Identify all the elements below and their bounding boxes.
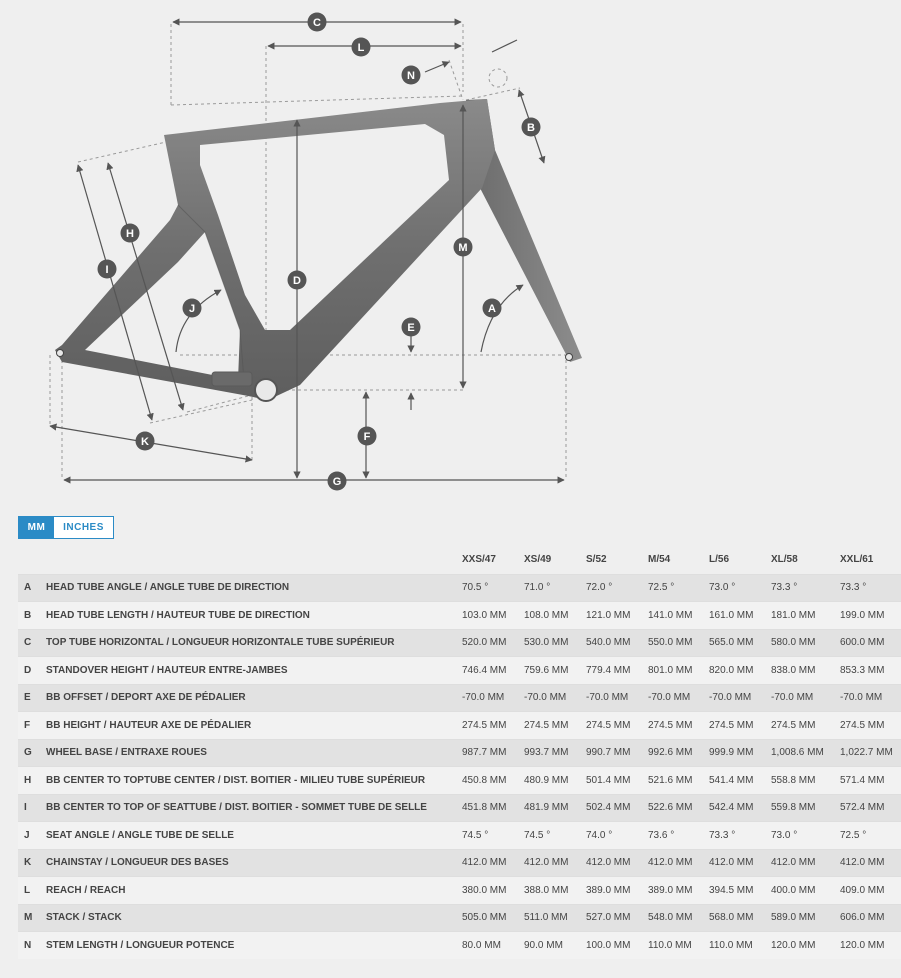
measurement-cell: 389.0 MM — [586, 884, 631, 896]
measurement-cell: 530.0 MM — [524, 637, 569, 649]
measurement-cell: 389.0 MM — [648, 884, 693, 896]
row-code: G — [24, 747, 32, 759]
measurement-cell: 70.5 ° — [462, 582, 489, 594]
measurement-cell: 100.0 MM — [586, 940, 631, 951]
size-column-header: S/52 — [586, 554, 607, 566]
table-row — [18, 767, 901, 795]
dimension-badge-f — [358, 427, 377, 446]
measurement-cell: 274.5 MM — [709, 719, 754, 731]
measurement-cell: 480.9 MM — [524, 774, 569, 786]
row-label: BB CENTER TO TOPTUBE CENTER / DIST. BOITIER - MILIEU TUBE SUPÉRIEUR — [46, 774, 426, 786]
svg-text:L: L — [357, 42, 365, 54]
measurement-cell: 400.0 MM — [771, 884, 816, 896]
measurement-cell: 73.3 ° — [840, 582, 867, 594]
dimension-badge-n — [402, 66, 421, 85]
table-row — [18, 684, 901, 712]
measurement-cell: 541.4 MM — [709, 774, 754, 786]
measurement-cell: 73.6 ° — [648, 829, 675, 841]
measurement-cell: 999.9 MM — [709, 747, 754, 759]
table-row — [18, 904, 901, 932]
unit-toggle — [18, 516, 114, 539]
table-row — [18, 739, 901, 767]
dimension-badge-l — [352, 38, 371, 57]
row-code: E — [24, 692, 31, 704]
measurement-cell: 606.0 MM — [840, 912, 885, 924]
measurement-cell: 380.0 MM — [462, 884, 507, 896]
dimension-lines — [50, 22, 564, 480]
measurement-cell: 600.0 MM — [840, 637, 885, 649]
measurement-cell: 1,008.6 MM — [771, 747, 824, 759]
measurement-cell: 542.4 MM — [709, 802, 754, 814]
measurement-cell: 161.0 MM — [709, 609, 754, 621]
svg-text:J: J — [188, 303, 196, 315]
table-row — [18, 822, 901, 850]
svg-text:N: N — [407, 70, 415, 82]
row-label: WHEEL BASE / ENTRAXE ROUES — [46, 747, 207, 759]
measurement-cell: 540.0 MM — [586, 637, 631, 649]
measurement-cell: 1,022.7 MM — [840, 747, 893, 759]
svg-text:K: K — [141, 436, 149, 448]
measurement-cell: 505.0 MM — [462, 912, 507, 924]
measurement-cell: 572.4 MM — [840, 802, 885, 814]
measurement-cell: 108.0 MM — [524, 609, 569, 621]
measurement-cell: 73.3 ° — [709, 829, 736, 841]
dimension-badge-a — [483, 299, 502, 318]
measurement-cell: 759.6 MM — [524, 664, 569, 676]
measurement-cell: 558.8 MM — [771, 774, 816, 786]
measurement-cell: 990.7 MM — [586, 747, 631, 759]
measurement-cell: 511.0 MM — [524, 912, 568, 924]
measurement-cell: 121.0 MM — [586, 609, 631, 621]
size-column-header: M/54 — [648, 554, 671, 566]
measurement-cell: -70.0 MM — [524, 692, 567, 704]
measurement-cell: 72.5 ° — [648, 582, 675, 594]
dimension-badge-d — [288, 271, 307, 290]
size-column-header: XS/49 — [524, 554, 552, 566]
row-label: STACK / STACK — [46, 912, 122, 924]
measurement-cell: -70.0 MM — [648, 692, 691, 704]
measurement-cell: -70.0 MM — [840, 692, 883, 704]
table-row — [18, 877, 901, 905]
measurement-cell: 412.0 MM — [840, 857, 885, 869]
measurement-cell: 274.5 MM — [648, 719, 693, 731]
measurement-cell: 412.0 MM — [709, 857, 754, 869]
measurement-cell: 74.0 ° — [586, 829, 613, 841]
inches-unit-button[interactable]: INCHES — [54, 517, 113, 538]
measurement-cell: 274.5 MM — [840, 719, 885, 731]
measurement-cell: 853.3 MM — [840, 664, 885, 676]
row-label: CHAINSTAY / LONGUEUR DES BASES — [46, 857, 229, 869]
measurement-cell: 502.4 MM — [586, 802, 631, 814]
row-label: SEAT ANGLE / ANGLE TUBE DE SELLE — [46, 829, 234, 841]
measurement-cell: 568.0 MM — [709, 912, 754, 924]
svg-text:G: G — [332, 476, 342, 488]
measurement-cell: 412.0 MM — [462, 857, 507, 869]
measurement-cell: 110.0 MM — [709, 940, 753, 951]
measurement-cell: 74.5 ° — [524, 829, 551, 841]
measurement-cell: 451.8 MM — [462, 802, 507, 814]
measurement-cell: 993.7 MM — [524, 747, 569, 759]
measurement-cell: 120.0 MM — [771, 940, 816, 951]
measurement-cell: 274.5 MM — [771, 719, 816, 731]
measurement-cell: 412.0 MM — [586, 857, 631, 869]
measurement-cell: 199.0 MM — [840, 609, 885, 621]
measurement-cell: 412.0 MM — [771, 857, 816, 869]
measurement-cell: 71.0 ° — [524, 582, 551, 594]
measurement-cell: -70.0 MM — [586, 692, 629, 704]
dimension-badge-k — [136, 432, 155, 451]
dimension-badge-g — [328, 472, 347, 491]
measurement-cell: 548.0 MM — [648, 912, 693, 924]
dimension-badge-e — [402, 318, 421, 337]
measurement-cell: 110.0 MM — [648, 940, 692, 951]
measurement-cell: 412.0 MM — [524, 857, 569, 869]
measurement-cell: -70.0 MM — [709, 692, 752, 704]
row-label: HEAD TUBE LENGTH / HAUTEUR TUBE DE DIRECTION — [46, 609, 310, 621]
measurement-cell: 141.0 MM — [648, 609, 693, 621]
measurement-cell: 801.0 MM — [648, 664, 693, 676]
row-label: STANDOVER HEIGHT / HAUTEUR ENTRE-JAMBES — [46, 664, 288, 676]
construction-lines — [50, 24, 566, 480]
measurement-cell: 274.5 MM — [586, 719, 631, 731]
svg-text:A: A — [488, 303, 496, 315]
table-row — [18, 602, 901, 630]
row-code: B — [24, 609, 32, 621]
measurement-cell: -70.0 MM — [462, 692, 505, 704]
table-row — [18, 574, 901, 602]
row-code: L — [24, 884, 31, 896]
row-code: C — [24, 637, 32, 649]
measurement-cell: 550.0 MM — [648, 637, 693, 649]
row-label: STEM LENGTH / LONGUEUR POTENCE — [46, 940, 235, 951]
row-code: M — [24, 912, 33, 924]
table-row — [18, 849, 901, 877]
measurement-cell: 820.0 MM — [709, 664, 754, 676]
row-label: REACH / REACH — [46, 884, 126, 896]
table-row — [18, 794, 901, 822]
dimension-badge-h — [121, 224, 140, 243]
size-column-header: XXS/47 — [462, 554, 496, 566]
measurement-cell: 74.5 ° — [462, 829, 489, 841]
measurement-cell: 80.0 MM — [462, 940, 501, 951]
measurement-cell: 73.0 ° — [771, 829, 798, 841]
geometry-table — [18, 546, 901, 959]
measurement-cell: 450.8 MM — [462, 774, 507, 786]
row-code: I — [24, 802, 27, 814]
row-code: A — [24, 582, 32, 594]
row-label: HEAD TUBE ANGLE / ANGLE TUBE DE DIRECTION — [46, 582, 290, 594]
row-label: BB OFFSET / DEPORT AXE DE PÉDALIER — [46, 692, 246, 704]
measurement-cell: 779.4 MM — [586, 664, 631, 676]
row-label: TOP TUBE HORIZONTAL / LONGUEUR HORIZONTALE TUBE SUPÉRIEUR — [46, 637, 395, 649]
row-code: N — [24, 940, 32, 951]
measurement-cell: 394.5 MM — [709, 884, 754, 896]
measurement-cell: 412.0 MM — [648, 857, 693, 869]
svg-text:I: I — [105, 264, 109, 276]
svg-text:F: F — [363, 431, 371, 443]
row-code: J — [24, 829, 30, 841]
svg-text:E: E — [407, 322, 415, 334]
measurement-cell: 501.4 MM — [586, 774, 631, 786]
measurement-cell: 559.8 MM — [771, 802, 816, 814]
size-column-header: XXL/61 — [840, 554, 874, 566]
measurement-cell: 521.6 MM — [648, 774, 693, 786]
table-row — [18, 712, 901, 740]
svg-text:D: D — [293, 275, 301, 287]
measurement-cell: 120.0 MM — [840, 940, 885, 951]
svg-text:B: B — [527, 122, 535, 134]
measurement-cell: 987.7 MM — [462, 747, 507, 759]
measurement-cell: 72.0 ° — [586, 582, 613, 594]
bottom-bracket — [255, 379, 277, 401]
measurement-cell: 571.4 MM — [840, 774, 885, 786]
measurement-cell: 274.5 MM — [462, 719, 507, 731]
dimension-badge-b — [522, 118, 541, 137]
svg-text:C: C — [313, 17, 321, 29]
table-row — [18, 629, 901, 657]
measurement-cell: 181.0 MM — [771, 609, 816, 621]
dimension-badge-i — [98, 260, 117, 279]
measurement-cell: 481.9 MM — [524, 802, 569, 814]
svg-text:H: H — [126, 228, 134, 240]
measurement-cell: 90.0 MM — [524, 940, 563, 951]
measurement-cell: 520.0 MM — [462, 637, 507, 649]
measurement-cell: -70.0 MM — [771, 692, 814, 704]
measurement-cell: 103.0 MM — [462, 609, 507, 621]
measurement-cell: 73.0 ° — [709, 582, 736, 594]
size-column-header: L/56 — [709, 554, 730, 566]
row-code: K — [24, 857, 32, 869]
measurement-cell: 73.3 ° — [771, 582, 798, 594]
measurement-cell: 388.0 MM — [524, 884, 569, 896]
measurement-cell: 580.0 MM — [771, 637, 816, 649]
row-label: BB CENTER TO TOP OF SEATTUBE / DIST. BOITIER - SOMMET TUBE DE SELLE — [46, 802, 427, 814]
dimension-badge-m — [454, 238, 473, 257]
dimension-badge-j — [183, 299, 202, 318]
measurement-cell: 72.5 ° — [840, 829, 867, 841]
dimension-badge-c — [308, 13, 327, 32]
measurement-cell: 589.0 MM — [771, 912, 816, 924]
row-code: F — [24, 719, 31, 731]
table-row — [18, 932, 901, 960]
measurement-cell: 838.0 MM — [771, 664, 816, 676]
size-header-row — [18, 546, 901, 574]
measurement-cell: 746.4 MM — [462, 664, 507, 676]
row-label: BB HEIGHT / HAUTEUR AXE DE PÉDALIER — [46, 719, 252, 731]
size-column-header: XL/58 — [771, 554, 798, 566]
measurement-cell: 522.6 MM — [648, 802, 693, 814]
measurement-cell: 409.0 MM — [840, 884, 885, 896]
svg-text:M: M — [458, 242, 468, 254]
measurement-cell: 992.6 MM — [648, 747, 693, 759]
table-row — [18, 657, 901, 685]
row-code: D — [24, 664, 32, 676]
measurement-cell: 274.5 MM — [524, 719, 569, 731]
row-code: H — [24, 774, 32, 786]
measurement-cell: 565.0 MM — [709, 637, 754, 649]
measurement-cell: 527.0 MM — [586, 912, 631, 924]
mm-unit-button[interactable]: MM — [19, 517, 54, 538]
